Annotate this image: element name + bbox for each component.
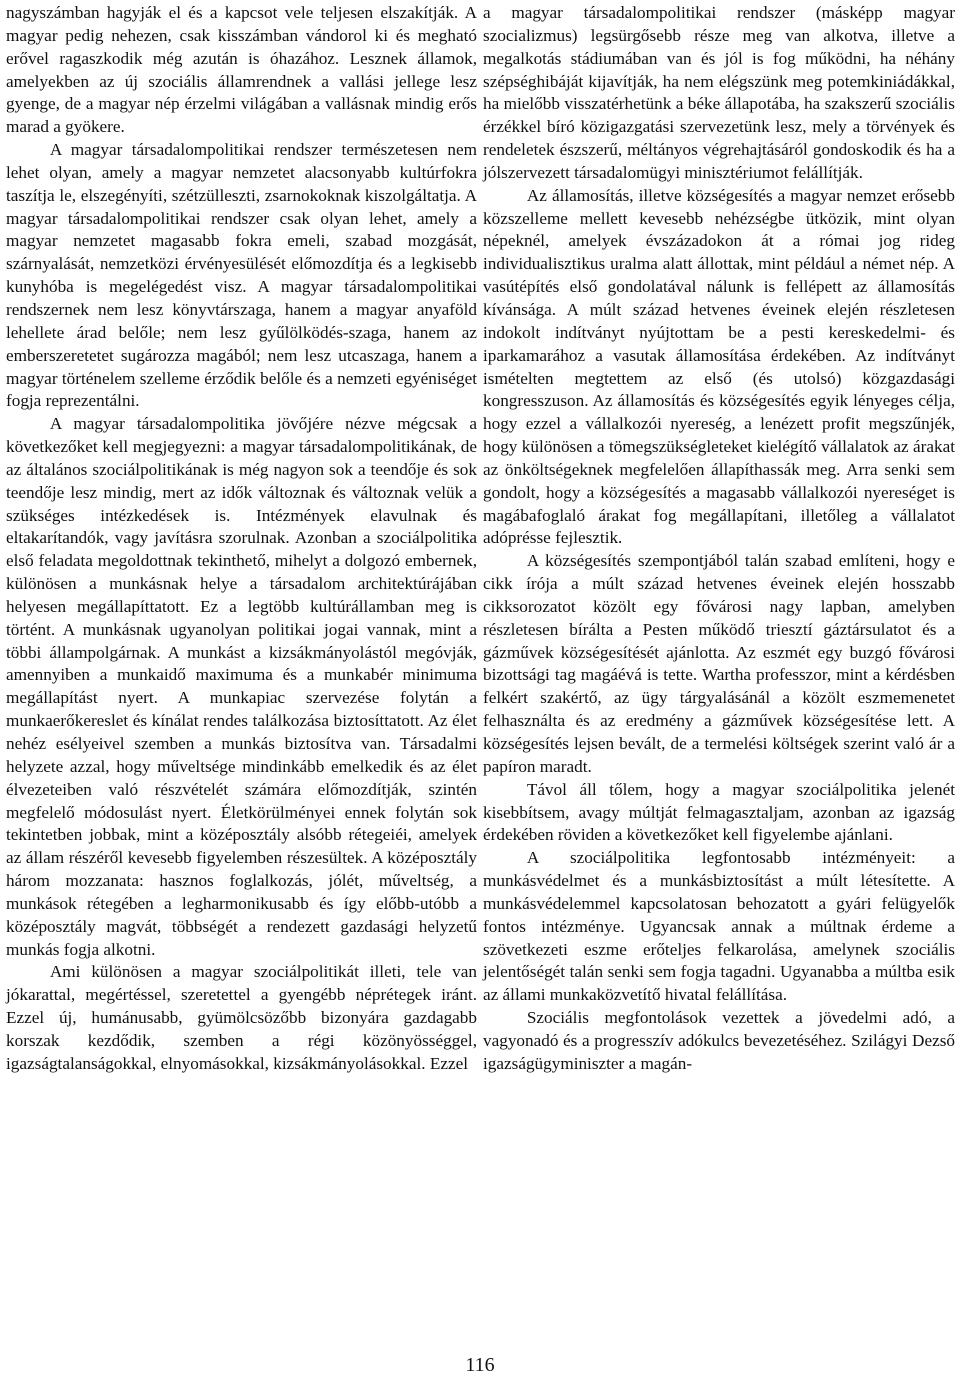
right-text-column [483, 2, 955, 1076]
paragraph: nagyszámban hagyják el és a kapcsot vele teljesen elszakítják. A magyar pedig nehezen, csak kisszámban vándorol ki és megható erővel ragaszkodik még azután is óhazához. Lesznek államok, amelyekben az új szociális államrendnek a vallási jellege lesz gyenge, de a magyar nép érzelmi világában a vallásnak mindig erős marad a gyökere. [6, 3, 477, 137]
page-number: 116 [465, 1354, 495, 1376]
paragraph: A községesítés szempontjából talán szabad említeni, hogy e cikk írója a múlt század hetvenes éveinek elején hosszabb cikksorozatot közölt egy fővárosi nagy lapban, amelyben részletesen bírálta a Pesten működő triesztí gáztársulatot és a gázművek községesítését ajánlotta. Az eszmét egy buzgó fővárosi bizottsági tag magáévá is tette. Wartha professzor, mint a kérdésben felkért szakértő, az ügy tárgyalásánál a közölt eszmemenetet felhasználta és az eredmény a gázművek községesítése lett. A községesítés lejsen bevált, de a termelési költségek szerint való ár a papíron maradt. [483, 551, 955, 776]
left-text-column [6, 2, 477, 1076]
paragraph: Távol áll tőlem, hogy a magyar szociálpolitika jelenét kisebbítsem, avagy múltját felmagasztaljam, azonban az igazság érdekében röviden a következőket kell figyelembe ajánlani. [483, 779, 955, 845]
paragraph: A magyar társadalompolitika jövőjére nézve mégcsak a következőket kell megjegyezni: a magyar társadalompolitikának, de az általános szociálpolitikának is még nagyon sok a teendője és sok teendője lesz mindig, mert az idők változnak és változnak velük a szükséges intézkedések is. Intézmények elavulnak és eltakarítandók, vagy javításra szorulnak. Azonban a szociálpolitika első feladata megoldottnak tekinthető, mihelyt a dolgozó embernek, különösen a munkásnak helye a társadalom architektúrájában helyesen megállapíttatott. Ez a legtöbb kultúrállamban meg is történt. A munkásnak ugyanolyan politikai jogai vannak, mint a többi állampolgárnak. A munkást a kizsákmányolástól megóvják, amennyiben a munkaidő maximuma és a munkabér minimuma megállapítást nyert. A munkapiac szervezése folytán a munkaerőkereslet és kínálat rendes találkozása biztosíttatott. Az élet nehéz esélyeivel szemben a munkás biztosítva van. Társadalmi helyzete azzal, hogy műveltsége mindinkább emelkedik és az élet élvezeteiben való részvételét számára előmozdítják, szintén megfelelő módosulást nyert. Életkörülményei ennek folytán sok tekintetben jobbak, mint a középosztály alsóbb rétegeiéi, amelyek az állam részéről kevesebb figyelemben részesültek. A középosztály három mozzanata: hasznos foglalkozás, jólét, műveltség, a munkások rétegében a legharmonikusabb és így előbb-utóbb a középosztály magvát, többségét a rendezett gazdasági helyzetű munkás fogja alkotni. [6, 414, 477, 959]
paragraph: A szociálpolitika legfontosabb intézményeit: a munkásvédelmet és a munkásbiztosítást a múlt létesítette. A munkásvédelemmel kapcsolatosan behozatott a gyári felügyelők fontos intézménye. Ugyancsak annak a múltnak érdeme a szövetkezeti eszme erőteljes felkarolása, amelynek szociális jelentőségét talán senki sem fogja tagadni. Ugyanabba a múltba esik az állami munkaközvetítő hivatal felállítása. [483, 848, 955, 1005]
paragraph: Az államosítás, illetve községesítés a magyar nemzet erősebb közszelleme mellett kevesebb nehézségbe ütközik, mint olyan népeknél, amelyek évszázadokon át a római jog rideg individualisztikus uralma alatt állottak, mint például a német nép. A vasútépítés első gondolatával nálunk is fellépett az államosítás kívánsága. A múlt század hetvenes éveinek elején részletesen indokolt indítványt nyújtottam be a pesti kereskedelmi- és iparkamarához a vasutak államosítása érdekében. Az indítványt ismételten megtettem az első (és utolsó) közgazdasági kongresszuson. Az államosítás és községesítés egyik lényeges célja, hogy ezzel a vállalkozói nyereség, a lenézett profit megszűnjék, hogy különösen a tömegszükségleteket kielégítő vállalatok az árakat az önköltségeknek megfelelően állapíthassák meg. Arra senki sem gondolt, hogy a községesítés a magasabb vállalkozói nyereséget is magábafoglaló árakat fog megállapítani, illetőleg a vállalatot adóprésse fejlesztik. [483, 185, 955, 548]
paragraph: A magyar társadalompolitikai rendszer természetesen nem lehet olyan, amely a magyar nemzetet alacsonyabb kultúrfokra taszítja le, elszegényíti, szétzülleszti, zsarnokoknak kiszolgáltatja. A magyar társadalompolitikai rendszer csak olyan lehet, amely a magyar nemzetet magasabb fokra emeli, szabad mozgását, szárnyalását, nemzetközi érvényesülését előmozdítja és a legkisebb kunyhóba is megelégedést visz. A magyar társadalompolitikai rendszernek nem lesz könyvtárszaga, hanem a magyar anyaföld lehellete árad belőle; nem lesz gyűlölködés-szaga, hanem az emberszeretetet sugározza magából; nem lesz utcaszaga, hanem a magyar történelem szelleme érződik belőle és a nemzeti egyéniséget fogja reprezentálni. [6, 140, 477, 411]
paragraph: Ami különösen a magyar szociálpolitikát illeti, tele van jókarattal, megértéssel, szeretettel a gyengébb néprétegek iránt. Ezzel új, humánusabb, gyümölcsözőbb bizonyára gazdagabb korszak kezdődik, szemben a régi közönyösséggel, igazságtalanságokkal, elnyomásokkal, kizsákmányolásokkal. Ezzel [6, 962, 477, 1073]
paragraph: a magyar társadalompolitikai rendszer (másképp magyar szocializmus) legsürgősebb része meg van alkotva, illetve a megalkotás stádiumában van és jól is fog működni, ha néhány szépséghibáját kijavítják, ha nem elégszünk meg potemkiniádákkal, ha mielőbb visszatérhetünk a béke állapotába, ha szakszerű szociális érzékkel bíró közigazgatási szervezetünk lesz, mely a törvények és rendeletek észszerű, méltányos végrehajtásáról gondoskodik és ha a jólszervezett társadalomügyi minisztériumot felállítják. [483, 3, 955, 182]
paragraph: Szociális megfontolások vezettek a jövedelmi adó, a vagyonadó és a progresszív adókulcs bevezetéséhez. Szilágyi Dezső igazságügyminiszter a magán- [483, 1008, 955, 1073]
